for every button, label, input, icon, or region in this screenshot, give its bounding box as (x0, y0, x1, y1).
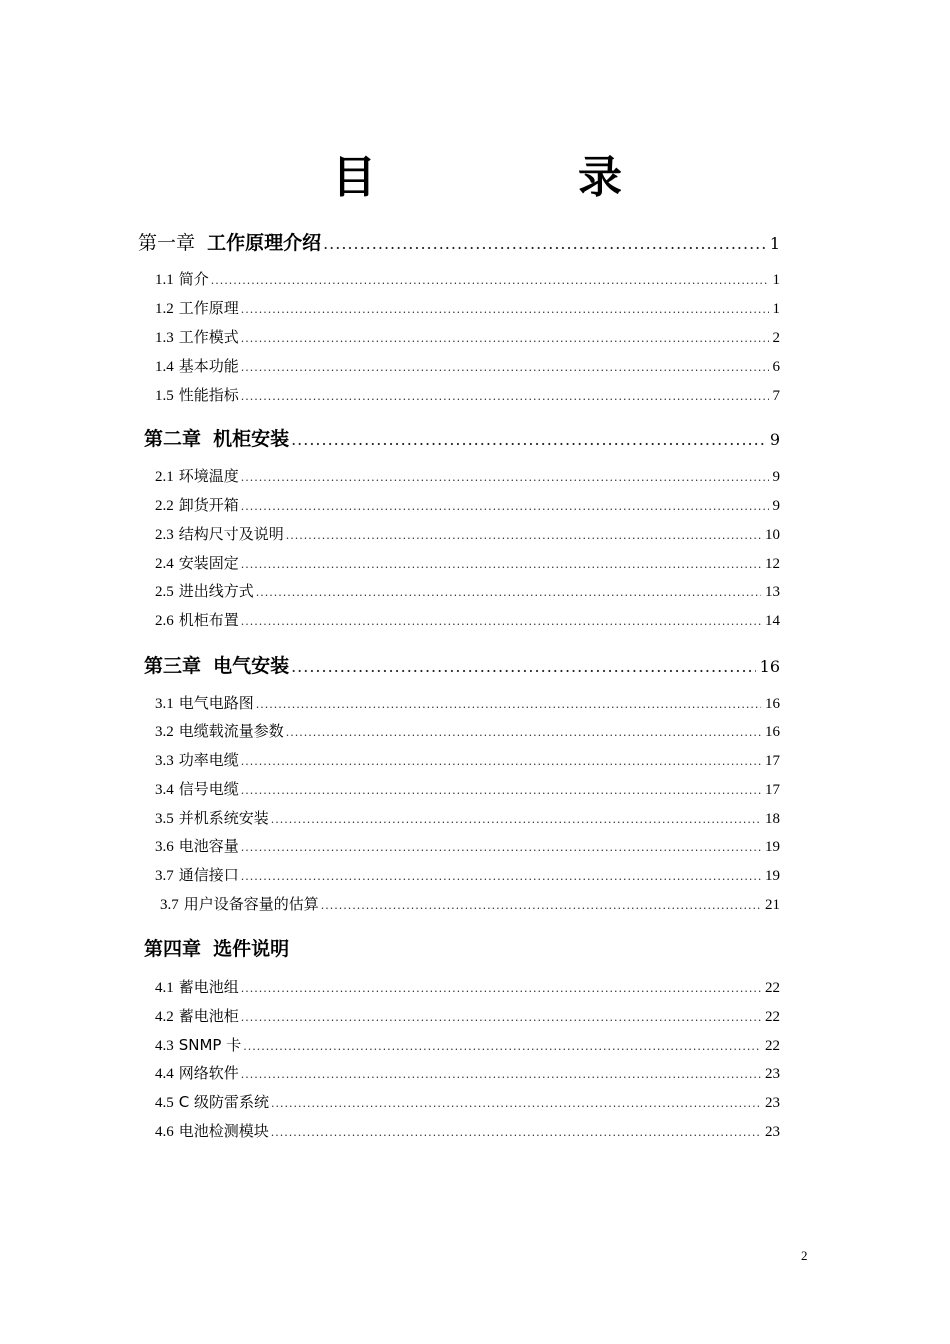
toc-entry-title: C 级防雷系统 (178, 1093, 269, 1111)
toc-leader-dots (241, 332, 769, 345)
toc-page-number: 17 (765, 782, 780, 798)
toc-section-row[interactable] (155, 807, 780, 831)
toc-page-number: 12 (765, 556, 780, 572)
toc-page-number: 18 (765, 811, 780, 827)
toc-section-row[interactable] (155, 384, 780, 408)
toc-entry-title: 安装固定 (178, 554, 239, 572)
toc-page-number: 6 (772, 359, 780, 375)
page-title-part-2: 录 (578, 152, 622, 203)
toc-entry-number: 第一章 (138, 232, 196, 254)
toc-page-number: 22 (765, 1038, 780, 1054)
toc-entry-title: 电气电路图 (178, 694, 254, 712)
toc-entry-title: 电池容量 (178, 837, 239, 855)
toc-entry-number: 3.2 (155, 724, 174, 740)
toc-page-number: 22 (765, 980, 780, 996)
toc-entry-label (155, 384, 239, 405)
toc-entry-label (155, 1005, 239, 1026)
toc-leader-dots (286, 726, 761, 739)
toc-entry-label (155, 580, 254, 601)
toc-page-number: 9 (772, 498, 780, 514)
toc-chapter-row[interactable] (144, 424, 780, 454)
toc-page-number: 2 (772, 330, 780, 346)
toc-entry-number: 2.4 (155, 556, 174, 572)
toc-leader-dots (241, 390, 769, 403)
toc-page-number: 1 (772, 272, 780, 288)
toc-leader-dots (256, 586, 761, 599)
toc-entry-number: 第三章 (144, 655, 202, 677)
toc-page-number: 16 (759, 657, 780, 676)
toc-entry-title: 工作原理介绍 (207, 232, 322, 254)
toc-entry-label (155, 1091, 269, 1112)
toc-entry-title: SNMP 卡 (178, 1036, 242, 1054)
toc-entry-number: 2.3 (155, 527, 174, 543)
toc-section-row[interactable] (155, 976, 780, 1000)
toc-entry-title: 结构尺寸及说明 (178, 525, 284, 543)
toc-page-number: 22 (765, 1009, 780, 1025)
toc-section-row[interactable] (155, 494, 780, 518)
toc-section-row[interactable] (160, 893, 780, 917)
toc-entry-title: 简介 (178, 270, 209, 288)
toc-section-row[interactable] (155, 1062, 780, 1086)
toc-entry-number: 第二章 (144, 428, 202, 450)
toc-entry-label (155, 976, 239, 997)
toc-entry-label (155, 297, 239, 318)
toc-leader-dots (241, 303, 769, 316)
toc-leader-dots (291, 657, 756, 676)
toc-chapter-row[interactable] (144, 934, 780, 964)
page-title-part-1: 目 (332, 152, 376, 203)
toc-section-row[interactable] (155, 835, 780, 859)
toc-entry-label (138, 228, 321, 255)
toc-leader-dots (323, 234, 766, 253)
toc-leader-dots (271, 1097, 761, 1110)
toc-entry-label (155, 720, 284, 741)
toc-chapter-row[interactable] (144, 651, 780, 681)
toc-page-number: 14 (765, 613, 780, 629)
toc-section-row[interactable] (155, 552, 780, 576)
toc-entry-title: 并机系统安装 (178, 809, 269, 827)
toc-entry-label (155, 1120, 269, 1141)
toc-section-row[interactable] (155, 1005, 780, 1029)
toc-entry-title: 环境温度 (178, 467, 239, 485)
toc-entry-number: 3.7 (155, 868, 174, 884)
toc-entry-title: 信号电缆 (178, 780, 239, 798)
toc-section-row[interactable] (155, 864, 780, 888)
toc-entry-label (160, 893, 319, 914)
toc-leader-dots (241, 1068, 761, 1081)
toc-page-number: 9 (772, 469, 780, 485)
toc-entry-label (155, 835, 239, 856)
toc-page-number: 23 (765, 1095, 780, 1111)
toc-entry-label (155, 326, 239, 347)
toc-section-row[interactable] (155, 326, 780, 350)
toc-section-row[interactable] (155, 465, 780, 489)
toc-entry-label (155, 268, 209, 289)
toc-page-number: 1 (772, 301, 780, 317)
toc-page-number: 23 (765, 1066, 780, 1082)
toc-entry-title: 工作原理 (178, 299, 239, 317)
toc-page-number: 21 (765, 897, 780, 913)
toc-leader-dots (241, 1011, 761, 1024)
toc-leader-dots (321, 899, 761, 912)
toc-entry-label (155, 609, 239, 630)
toc-entry-label (155, 355, 239, 376)
toc-entry-number: 1.1 (155, 272, 174, 288)
toc-entry-number: 第四章 (144, 938, 202, 960)
toc-leader-dots (241, 982, 761, 995)
toc-entry-title: 工作模式 (178, 328, 239, 346)
toc-leader-dots (241, 755, 761, 768)
toc-entry-number: 4.3 (155, 1038, 174, 1054)
toc-section-row[interactable] (155, 297, 780, 321)
toc-entry-label (155, 749, 239, 770)
toc-entry-number: 1.4 (155, 359, 174, 375)
toc-section-row[interactable] (155, 523, 780, 547)
toc-entry-label (155, 692, 254, 713)
toc-page-number: 19 (765, 839, 780, 855)
toc-entry-number: 2.2 (155, 498, 174, 514)
toc-leader-dots (256, 698, 761, 711)
toc-section-row[interactable] (155, 268, 780, 292)
toc-page-number: 10 (765, 527, 780, 543)
toc-leader-dots (291, 430, 766, 449)
toc-entry-number: 4.6 (155, 1124, 174, 1140)
toc-section-row[interactable] (155, 1034, 780, 1058)
toc-section-row[interactable] (155, 778, 780, 802)
toc-entry-number: 3.6 (155, 839, 174, 855)
toc-section-row[interactable] (155, 580, 780, 604)
toc-leader-dots (241, 784, 761, 797)
toc-entry-number: 3.4 (155, 782, 174, 798)
toc-entry-title: 蓄电池组 (178, 978, 239, 996)
toc-entry-label (155, 864, 239, 885)
toc-page-number: 9 (769, 430, 780, 449)
toc-entry-title: 电池检测模块 (178, 1122, 269, 1140)
toc-leader-dots (241, 500, 769, 513)
toc-entry-number: 1.5 (155, 388, 174, 404)
toc-entry-title: 进出线方式 (178, 582, 254, 600)
toc-leader-dots (241, 361, 769, 374)
toc-entry-title: 选件说明 (213, 938, 290, 960)
toc-leader-dots (243, 1040, 761, 1053)
toc-entry-title: 卸货开箱 (178, 496, 239, 514)
toc-entry-title: 机柜安装 (213, 428, 290, 450)
toc-page-number: 19 (765, 868, 780, 884)
toc-entry-number: 2.1 (155, 469, 174, 485)
toc-leader-dots (241, 558, 761, 571)
toc-section-row[interactable] (155, 1120, 780, 1144)
toc-entry-title: 网络软件 (178, 1064, 239, 1082)
toc-entry-title: 通信接口 (178, 866, 239, 884)
toc-leader-dots (271, 813, 761, 826)
toc-section-row[interactable] (155, 720, 780, 744)
toc-entry-label (155, 523, 284, 544)
toc-page-number: 1 (769, 234, 780, 253)
toc-entry-title: 性能指标 (178, 386, 239, 404)
toc-page-number: 13 (765, 584, 780, 600)
toc-page-number: 7 (772, 388, 780, 404)
toc-entry-title: 用户设备容量的估算 (183, 895, 319, 913)
toc-entry-title: 功率电缆 (178, 751, 239, 769)
page-number: 2 (801, 1248, 808, 1263)
toc-section-row[interactable] (155, 355, 780, 379)
toc-leader-dots (271, 1126, 761, 1139)
toc-page-number: 23 (765, 1124, 780, 1140)
toc-entry-number: 1.3 (155, 330, 174, 346)
toc-entry-title: 机柜布置 (178, 611, 239, 629)
toc-entry-label (155, 465, 239, 486)
toc-entry-number: 2.5 (155, 584, 174, 600)
toc-leader-dots (241, 471, 769, 484)
toc-page-number: 17 (765, 753, 780, 769)
toc-entry-title: 电缆载流量参数 (178, 722, 284, 740)
toc-entry-number: 3.1 (155, 696, 174, 712)
toc-entry-number: 3.3 (155, 753, 174, 769)
toc-section-row[interactable] (155, 692, 780, 716)
toc-entry-label (144, 424, 289, 451)
toc-entry-number: 3.7 (160, 897, 179, 913)
toc-leader-dots (286, 529, 761, 542)
toc-entry-number: 2.6 (155, 613, 174, 629)
toc-section-row[interactable] (155, 749, 780, 773)
toc-entry-label (155, 1034, 241, 1055)
toc-leader-dots (241, 841, 761, 854)
toc-entry-label (155, 807, 269, 828)
toc-entry-number: 4.4 (155, 1066, 174, 1082)
toc-entry-label (155, 552, 239, 573)
toc-leader-dots (241, 615, 761, 628)
toc-leader-dots (211, 274, 769, 287)
toc-section-row[interactable] (155, 609, 780, 633)
toc-entry-label (144, 934, 289, 961)
toc-entry-title: 蓄电池柜 (178, 1007, 239, 1025)
toc-entry-number: 3.5 (155, 811, 174, 827)
toc-entry-number: 4.5 (155, 1095, 174, 1111)
toc-entry-label (155, 494, 239, 515)
toc-leader-dots (241, 870, 761, 883)
toc-entry-number: 4.2 (155, 1009, 174, 1025)
toc-page-number: 16 (765, 696, 780, 712)
toc-chapter-row[interactable] (138, 228, 780, 258)
toc-entry-title: 基本功能 (178, 357, 239, 375)
toc-section-row[interactable] (155, 1091, 780, 1115)
toc-entry-label (144, 651, 289, 678)
toc-entry-label (155, 1062, 239, 1083)
toc-entry-number: 1.2 (155, 301, 174, 317)
toc-entry-title: 电气安装 (213, 655, 290, 677)
toc-entry-number: 4.1 (155, 980, 174, 996)
toc-entry-label (155, 778, 239, 799)
toc-page-number: 16 (765, 724, 780, 740)
